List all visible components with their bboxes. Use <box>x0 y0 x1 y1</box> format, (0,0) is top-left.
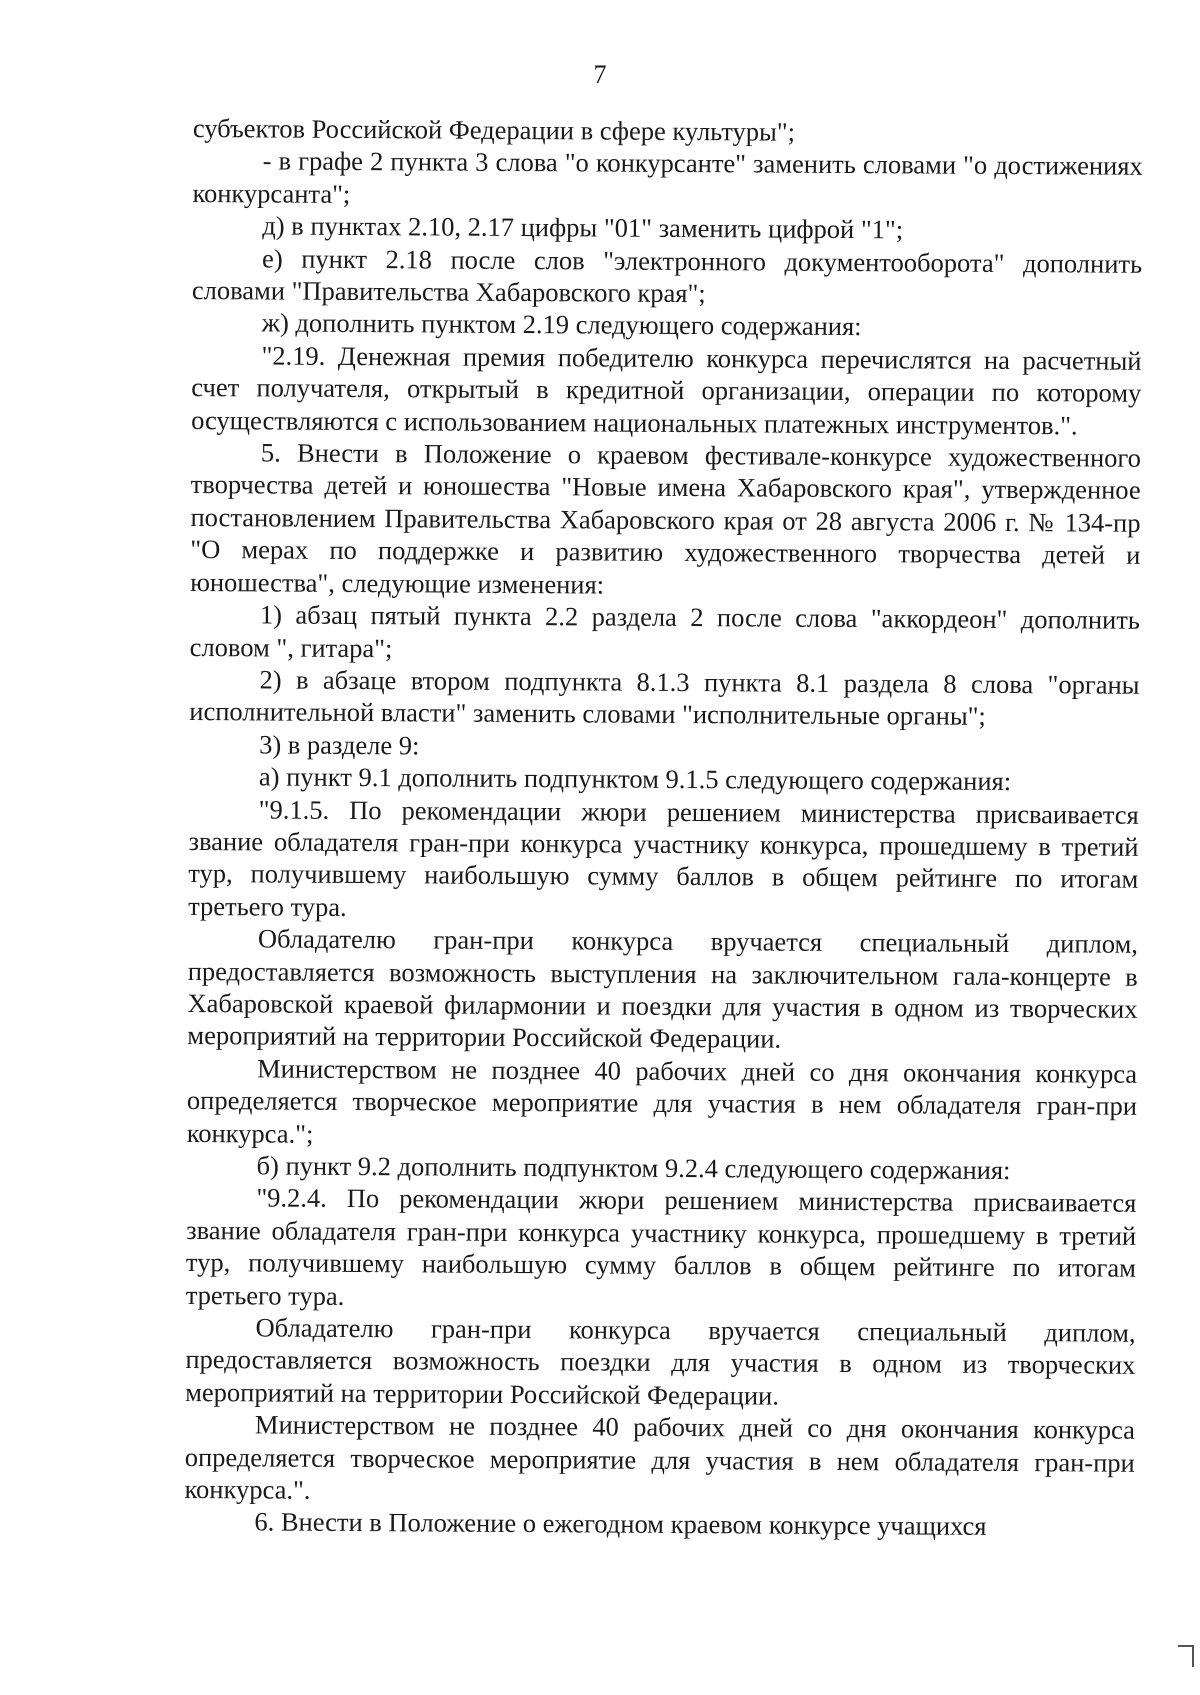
paragraph: - в графе 2 пункта 3 слова "о конкурсанте" заменить словами "о достижениях конкурсанта"; <box>192 145 1143 209</box>
page-number: 7 <box>593 60 607 89</box>
paragraph: е) пункт 2.18 после слов "электронного документооборота" дополнить словами "Правительства Хабаровского края"; <box>191 243 1143 309</box>
paragraph: Министерством не позднее 40 рабочих дней со дня окончания конкурса определяется творческое мероприятие для участия в нем обладателя гран-при конкурса.". <box>184 1409 1136 1505</box>
paragraph: "9.1.5. По рекомендации жюри решением министерства присваивается звание обладателя гран-при конкурса участнику конкурса, прошедшему в третий тур, получившему наибольшую сумму баллов в общем рейтинге по итогам третьего тура. <box>188 793 1139 922</box>
paragraph: "2.19. Денежная премия победителю конкурса перечислятся на расчетный счет получателя, открытый в кредитной организации, операции по которому осуществляются с использованием национальных платежных инструментов.". <box>191 340 1142 441</box>
paragraph: 3) в разделе 9: <box>259 729 420 761</box>
paragraph: 5. Внести в Положение о краевом фестивале-конкурсе художественного творчества детей и юношества "Новые имена Хабаровского края", утвержденное постановлением Правительства Хабаровского края от 28 августа 2006 г. № 134-пр "О мерах по поддержке и развитию художественного творчества детей и юношества", следующие изменения: <box>190 437 1141 600</box>
paragraph: "9.2.4. По рекомендации жюри решением министерства присваивается звание обладателя гран-при конкурса участнику конкурса, прошедшему в третий тур, получившему наибольшую сумму баллов в общем рейтинге по итогам третьего тура. <box>185 1182 1137 1311</box>
paragraph: б) пункт 9.2 дополнить подпунктом 9.2.4 следующего содержания: <box>256 1150 1011 1186</box>
paragraph: 1) абзац пятый пункта 2.2 раздела 2 после слова "аккордеон" дополнить словом ", гитара"; <box>189 599 1141 663</box>
paragraph: Обладателю гран-при конкурса вручается специальный диплом, предоставляется возможность выступления на заключительном гала-концерте в Хабаровской краевой филармонии и поездки для участия в одном из творческих мероприятий на территории Российской Федерации. <box>187 923 1139 1054</box>
paragraph: субъектов Российской Федерации в сфере культуры"; <box>192 112 796 147</box>
scan-edge-mark <box>1178 1645 1194 1667</box>
paragraph: д) в пунктах 2.10, 2.17 цифры "01" заменить цифрой "1"; <box>262 210 904 245</box>
paragraph: Министерством не позднее 40 рабочих дней со дня окончания конкурса определяется творческое мероприятие для участия в нем обладателя гран-при конкурса."; <box>186 1053 1138 1149</box>
paragraph: Обладателю гран-при конкурса вручается специальный диплом, предоставляется возможность поездки для участия в одном из творческих мероприятий на территории Российской Федерации. <box>185 1312 1136 1411</box>
paragraph: а) пункт 9.1 дополнить подпунктом 9.1.5 следующего содержания: <box>258 761 1012 797</box>
paragraph: 6. Внести в Положение о ежегодном краевом конкурсе учащихся <box>254 1506 987 1542</box>
document-body <box>184 112 1143 1544</box>
paragraph: ж) дополнить пунктом 2.19 следующего содержания: <box>261 307 862 342</box>
paragraph: 2) в абзаце втором подпункта 8.1.3 пункта 8.1 раздела 8 слова "органы исполнительной власти" заменить словами "исполнительные органы"; <box>189 664 1140 732</box>
